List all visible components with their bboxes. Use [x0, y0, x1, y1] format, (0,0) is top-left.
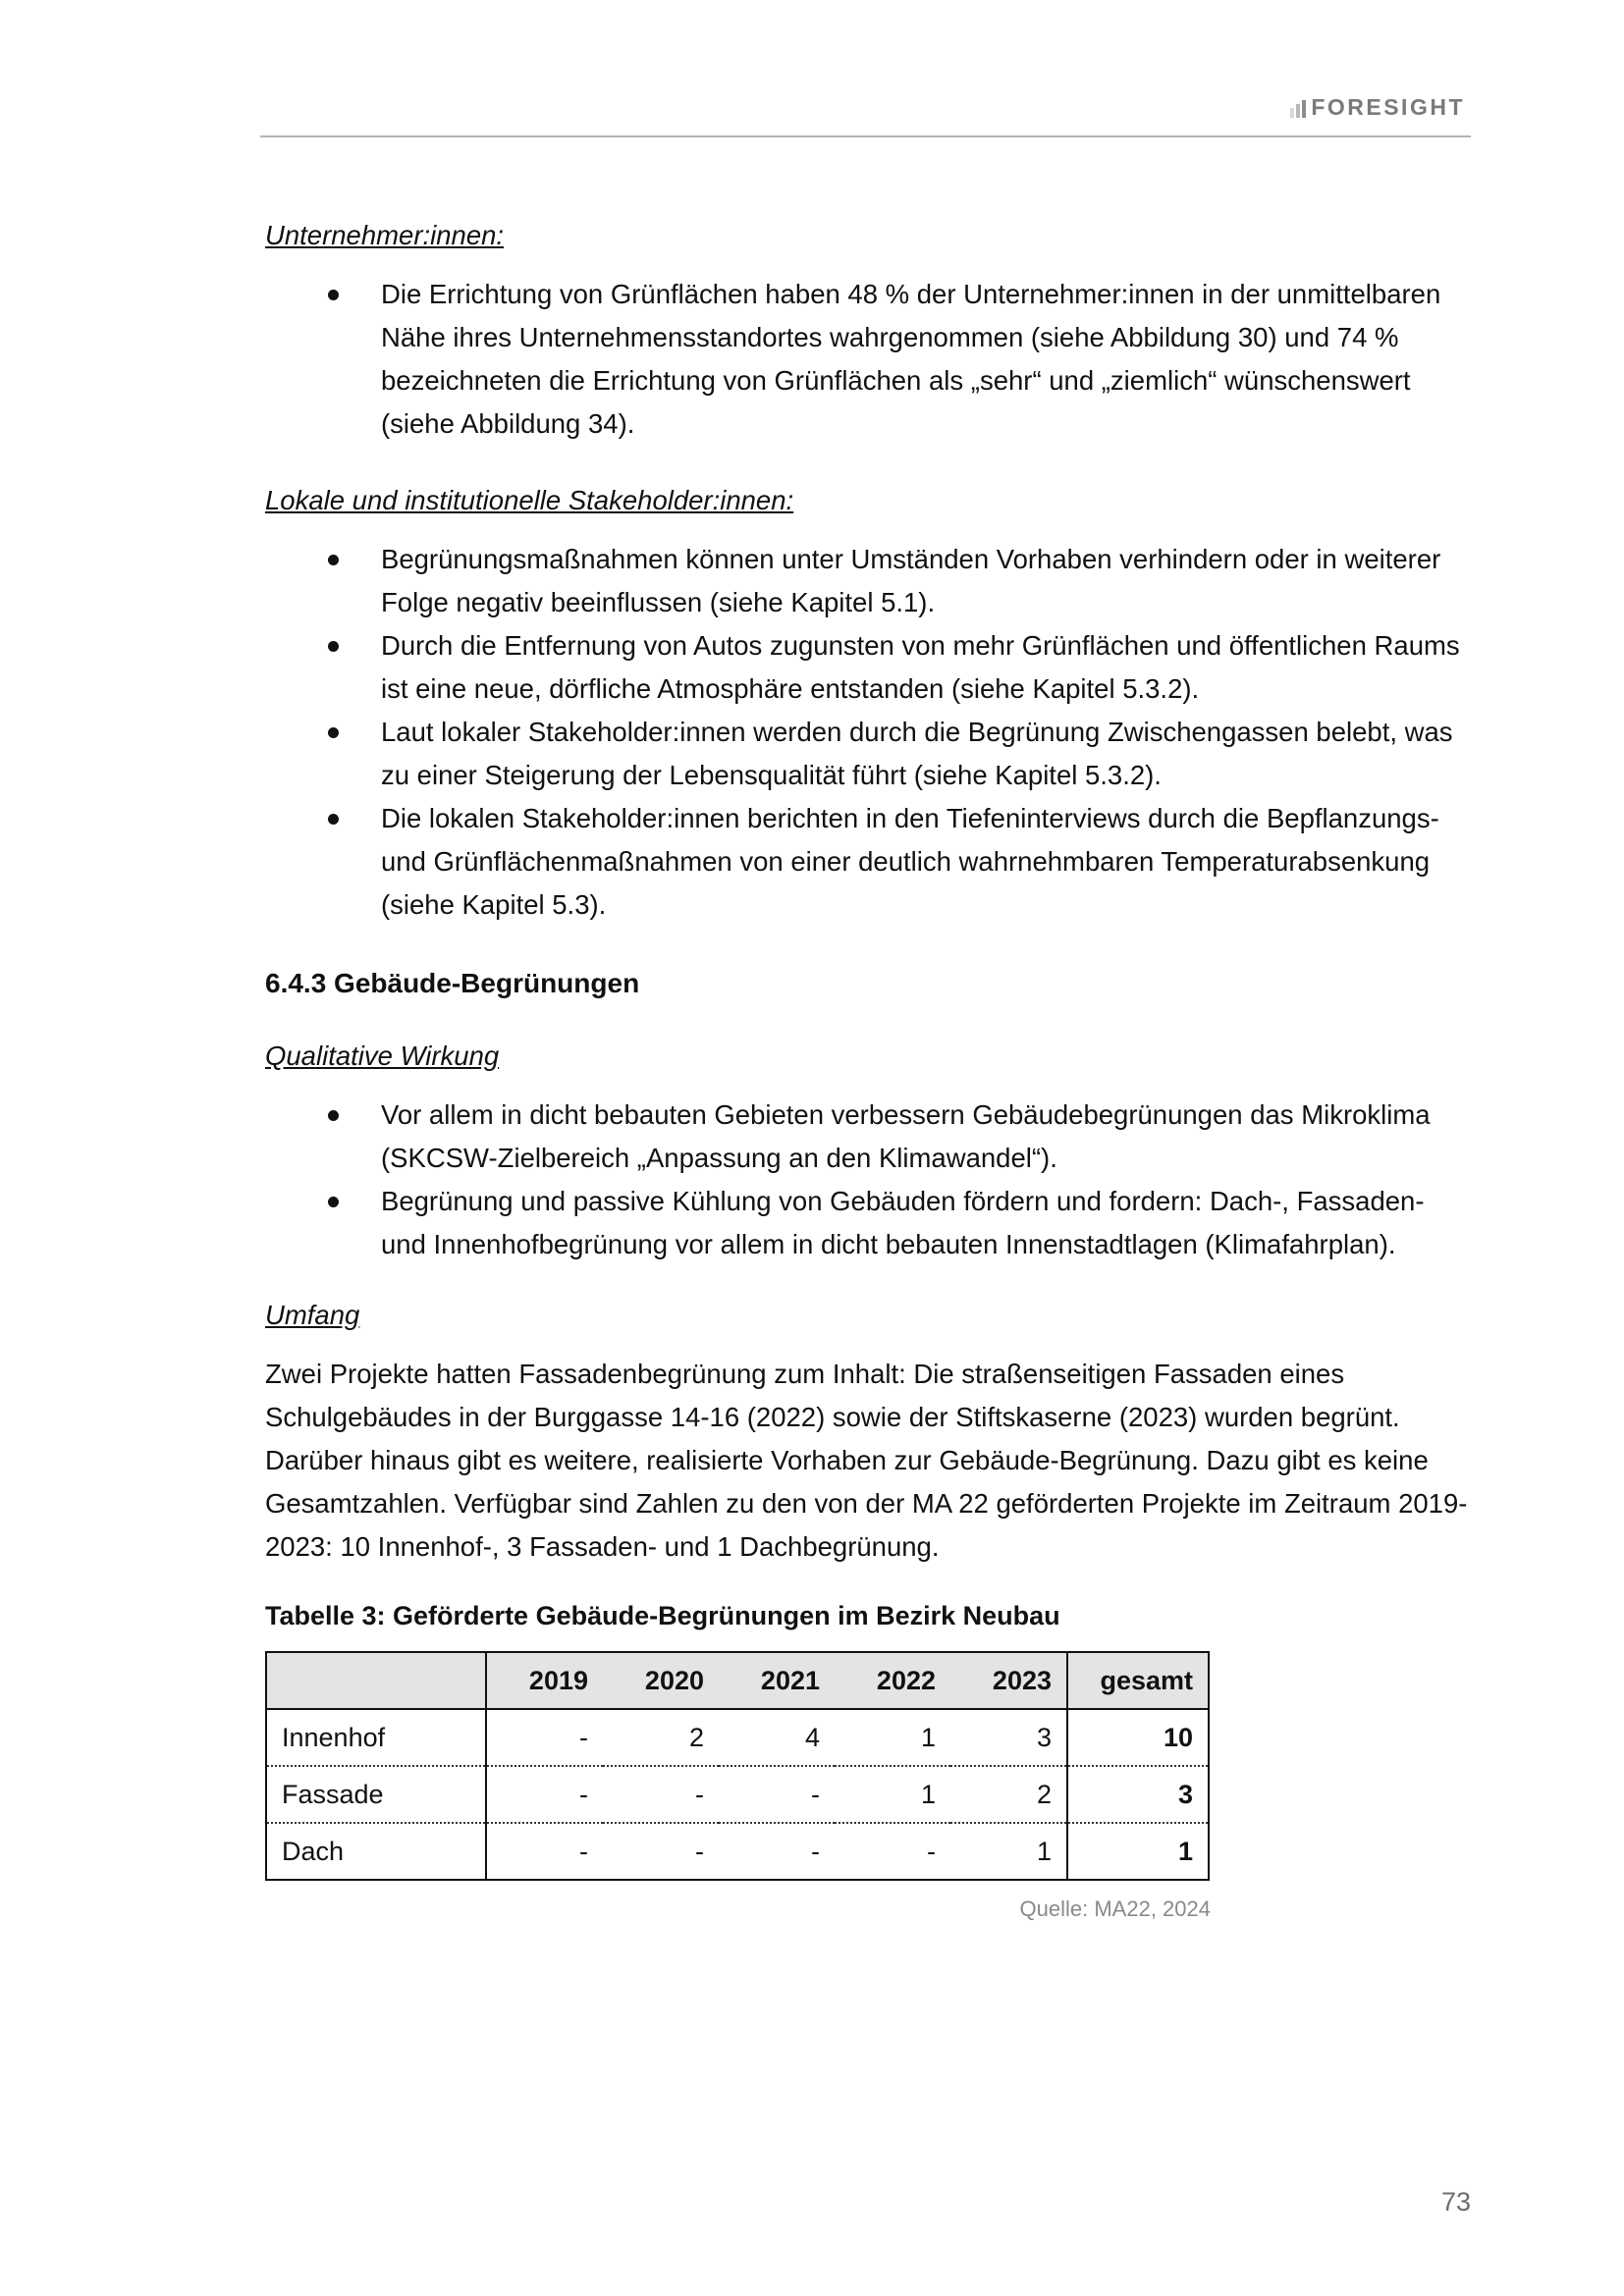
table-cell: - — [695, 1837, 704, 1866]
table-header-cell: 2021 — [719, 1652, 835, 1709]
row-label: Innenhof — [266, 1709, 486, 1766]
list-item — [265, 1180, 1471, 1266]
table-cell: - — [579, 1723, 588, 1752]
table-cell: - — [811, 1837, 820, 1866]
page-content — [265, 214, 1471, 1924]
page-number: 73 — [1440, 2187, 1471, 2216]
bullet-icon — [328, 641, 339, 652]
list-item — [265, 273, 1471, 446]
table-cell: 3 — [1036, 1723, 1052, 1752]
table-header-cell: 2022 — [835, 1652, 950, 1709]
table-source: Quelle: MA22, 2024 — [1019, 1896, 1211, 1921]
list-item — [265, 538, 1471, 624]
table-header-cell — [266, 1652, 486, 1709]
table-row — [266, 1766, 1209, 1823]
list-item-text: Begrünungsmaßnahmen können unter Umständen Vorhaben verhindern oder in weiterer Folge negativ beeinflussen (siehe Kapitel 5.1). — [381, 544, 1441, 617]
list-item-text: Durch die Entfernung von Autos zugunsten von mehr Grünflächen und öffentlichen Raums ist eine neue, dörfliche Atmosphäre entstanden (siehe Kapitel 5.3.2). — [381, 630, 1460, 704]
table-header-cell: 2023 — [950, 1652, 1067, 1709]
table-cell: - — [579, 1780, 588, 1809]
list-item — [265, 797, 1471, 927]
page-header — [260, 94, 1471, 137]
logo-text: FORESIGHT — [1311, 94, 1465, 120]
logo-bar — [1296, 104, 1300, 118]
logo-bar — [1290, 108, 1294, 118]
table-cell: - — [927, 1837, 936, 1866]
greening-table — [265, 1651, 1210, 1881]
row-label: Fassade — [266, 1766, 486, 1823]
logo-bar — [1302, 100, 1306, 118]
list-item — [265, 1094, 1471, 1180]
bullet-icon — [328, 555, 339, 565]
scope-heading: Umfang — [265, 1300, 360, 1330]
table-cell: 2 — [1036, 1780, 1052, 1809]
table-cell: - — [579, 1837, 588, 1866]
entrepreneurs-heading: Unternehmer:innen: — [265, 220, 505, 250]
table-header-cell: gesamt — [1067, 1652, 1209, 1709]
list-item-text: Vor allem in dicht bebauten Gebieten verbessern Gebäudebegrünungen das Mikroklima (SKCSW-Zielbereich „Anpassung an den Klimawandel“). — [381, 1099, 1431, 1173]
table-caption: Tabelle 3: Geförderte Gebäude-Begrünungen im Bezirk Neubau — [265, 1601, 1060, 1630]
list-item-text: Laut lokaler Stakeholder:innen werden durch die Begrünung Zwischengassen belebt, was zu einer Steigerung der Lebensqualität führt (siehe Kapitel 5.3.2). — [381, 717, 1453, 790]
row-label: Dach — [266, 1823, 486, 1880]
table-cell: 4 — [804, 1723, 820, 1752]
table-cell: 1 — [1036, 1837, 1052, 1866]
table-row — [266, 1823, 1209, 1880]
qualitative-list — [265, 1094, 1471, 1266]
list-item-text: Begrünung und passive Kühlung von Gebäuden fördern und fordern: Dach-, Fassaden- und Innenhofbegrünung vor allem in dicht bebauten Innenstadtlagen (Klimafahrplan). — [381, 1186, 1425, 1259]
bullet-icon — [328, 814, 339, 825]
row-total: 10 — [1067, 1709, 1209, 1766]
table-cell: 2 — [688, 1723, 704, 1752]
list-item — [265, 711, 1471, 797]
foresight-logo — [1290, 96, 1465, 118]
row-total: 1 — [1067, 1823, 1209, 1880]
entrepreneurs-list — [265, 273, 1471, 446]
table-header-cell: 2019 — [486, 1652, 603, 1709]
row-total: 3 — [1067, 1766, 1209, 1823]
table-cell: - — [695, 1780, 704, 1809]
table-header-row — [266, 1652, 1209, 1709]
bullet-icon — [328, 1197, 339, 1207]
table-header-cell: 2020 — [603, 1652, 719, 1709]
list-item-text: Die lokalen Stakeholder:innen berichten in den Tiefeninterviews durch die Bepflanzungs- und Grünflächenmaßnahmen von einer deutlich wahrnehmbaren Temperaturabsenkung (siehe Kapitel 5.3). — [381, 803, 1439, 920]
section-title: 6.4.3 Gebäude-Begrünungen — [265, 968, 640, 998]
bullet-icon — [328, 290, 339, 300]
list-item — [265, 624, 1471, 711]
list-item-text: Die Errichtung von Grünflächen haben 48 % der Unternehmer:innen in der unmittelbaren Nähe ihres Unternehmensstandortes wahrgenommen (siehe Abbildung 30) und 74 % bezeichneten die Errichtung von Grünflächen als „sehr“ und „ziemlich“ wünschenswert (siehe Abbildung 34). — [381, 279, 1441, 439]
table-row — [266, 1709, 1209, 1766]
stakeholders-heading: Lokale und institutionelle Stakeholder:innen: — [265, 485, 794, 515]
qualitative-heading: Qualitative Wirkung — [265, 1041, 500, 1071]
table-cell: 1 — [920, 1780, 936, 1809]
bullet-icon — [328, 727, 339, 738]
scope-paragraph: Zwei Projekte hatten Fassadenbegrünung zum Inhalt: Die straßenseitigen Fassaden eines Schulgebäudes in der Burggasse 14-16 (2022) sowie der Stiftskaserne (2023) wurden begrünt. Darüber hinaus gibt es weitere, realisierte Vorhaben zur Gebäude-Begrünung. Dazu gibt es keine Gesamtzahlen. Verfügbar sind Zahlen zu den von der MA 22 geförderten Projekte im Zeitraum 2019-2023: 10 Innenhof-, 3 Fassaden- und 1 Dachbegrünung. — [265, 1359, 1468, 1562]
bullet-icon — [328, 1110, 339, 1121]
signal-bars-icon — [1290, 100, 1308, 118]
stakeholders-list — [265, 538, 1471, 927]
table-cell: 1 — [920, 1723, 936, 1752]
table-cell: - — [811, 1780, 820, 1809]
